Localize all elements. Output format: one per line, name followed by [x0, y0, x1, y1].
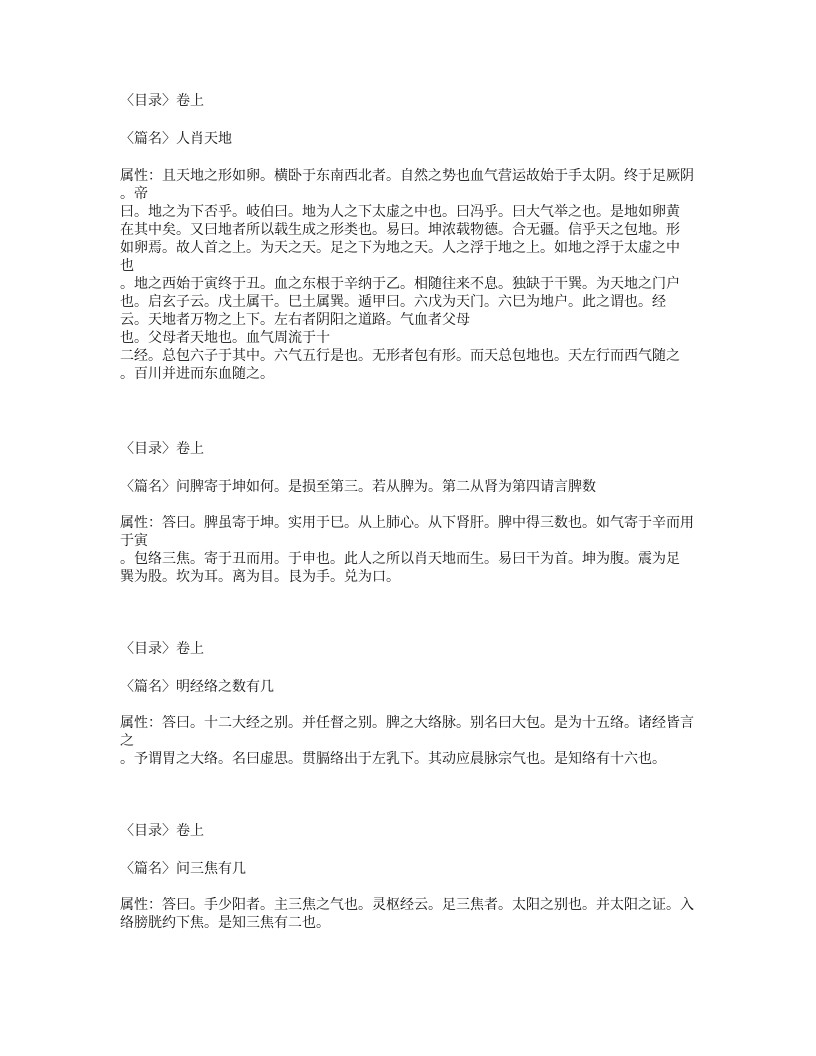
body-line: 云。天地者万物之上下。左右者阴阳之道路。气血者父母 — [120, 312, 470, 328]
body-line: 。地之西始于寅终于丑。血之东根于辛纳于乙。相随往来不息。独缺于干巽。为天地之门户 — [120, 276, 680, 292]
section-2 — [120, 440, 710, 586]
catalog-heading: 〈目录〉卷上 — [120, 441, 204, 457]
body-line: 之 — [120, 733, 134, 749]
chapter-title: 〈篇名〉人肖天地 — [120, 131, 232, 147]
section-3 — [120, 640, 710, 768]
body-line: 。百川并进而东血随之。 — [120, 366, 274, 382]
body-line: 如卵焉。故人首之上。为天之天。足之下为地之天。人之浮于地之上。如地之浮于太虚之中 — [120, 240, 680, 256]
body-line: 二经。总包六子于其中。六气五行是也。无形者包有形。而天总包地也。天左行而西气随之 — [120, 348, 680, 364]
chapter-body — [120, 167, 710, 383]
chapter-body — [120, 514, 710, 586]
body-line: 曰。地之为下否乎。岐伯曰。地为人之下太虚之中也。曰冯乎。曰大气举之也。是地如卵黄 — [120, 204, 680, 220]
body-line: 也。启玄子云。戊土属干。巳土属巽。遁甲曰。六戊为天门。六巳为地户。此之谓也。经 — [120, 294, 666, 310]
body-line: 属性：答曰。脾虽寄于坤。实用于巳。从上肺心。从下肾肝。脾中得三数也。如气寄于辛而用 — [120, 515, 694, 531]
catalog-heading: 〈目录〉卷上 — [120, 823, 204, 839]
chapter-body — [120, 714, 710, 768]
chapter-body — [120, 896, 710, 932]
chapter-title: 〈篇名〉问三焦有几 — [120, 861, 246, 877]
chapter-title: 〈篇名〉问脾寄于坤如何。是损至第三。若从脾为。第二从肾为第四请言脾数 — [120, 479, 596, 495]
body-line: 巽为股。坎为耳。离为目。艮为手。兑为口。 — [120, 569, 400, 585]
body-line: 在其中矣。又曰地者所以载生成之形类也。易曰。坤浓载物德。合无疆。信乎天之包地。形 — [120, 222, 680, 238]
section-4 — [120, 822, 710, 932]
body-line: 。包络三焦。寄于丑而用。于申也。此人之所以肖天地而生。易曰干为首。坤为腹。震为足 — [120, 551, 680, 567]
section-1 — [120, 92, 710, 383]
body-line: 络膀胱约下焦。是知三焦有二也。 — [120, 915, 330, 931]
chapter-title: 〈篇名〉明经络之数有几 — [120, 679, 274, 695]
body-line: 。帝 — [120, 186, 148, 202]
body-line: 。予谓胃之大络。名曰虚思。贯膈络出于左乳下。其动应晨脉宗气也。是知络有十六也。 — [120, 751, 666, 767]
body-line: 也。父母者天地也。血气周流于十 — [120, 330, 330, 346]
body-line: 属性：且天地之形如卵。横卧于东南西北者。自然之势也血气营运故始于手太阴。终于足厥阴 — [120, 168, 694, 184]
body-line: 也 — [120, 258, 134, 274]
body-line: 于寅 — [120, 533, 148, 549]
catalog-heading: 〈目录〉卷上 — [120, 93, 204, 109]
body-line: 属性：答曰。手少阳者。主三焦之气也。灵枢经云。足三焦者。太阳之别也。并太阳之证。入 — [120, 897, 694, 913]
catalog-heading: 〈目录〉卷上 — [120, 641, 204, 657]
body-line: 属性：答曰。十二大经之别。并任督之别。脾之大络脉。别名曰大包。是为十五络。诸经皆言 — [120, 715, 694, 731]
